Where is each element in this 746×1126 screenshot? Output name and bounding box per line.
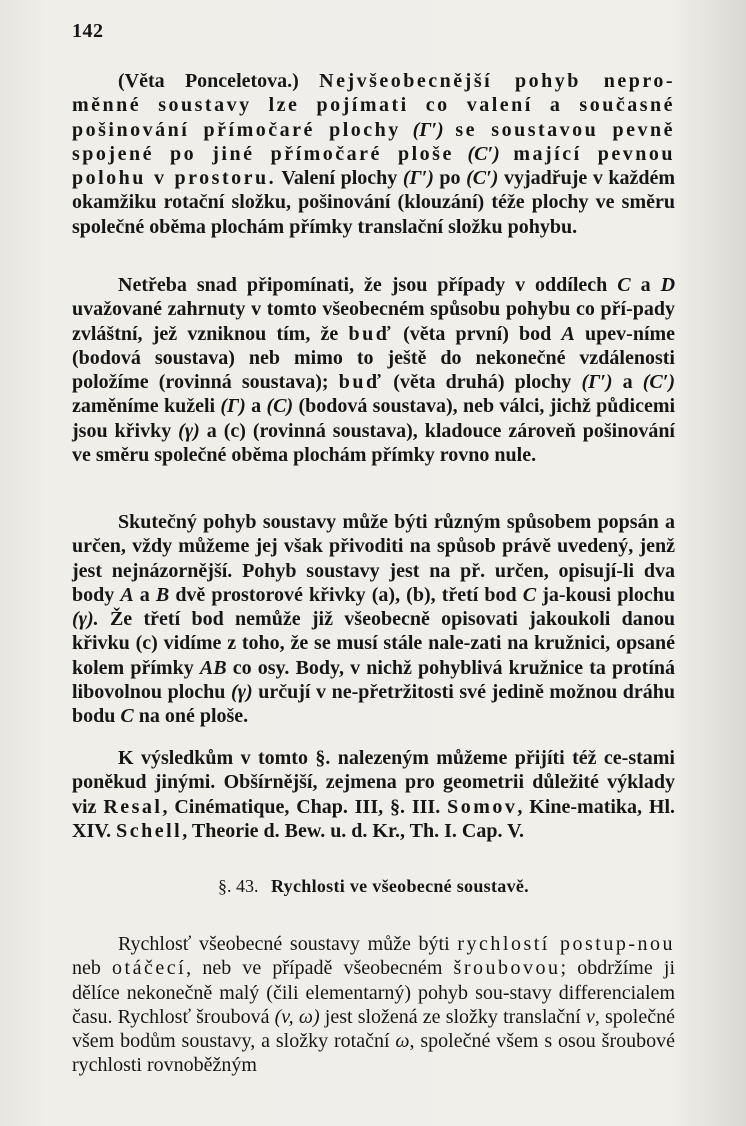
emphasis: buď: [338, 371, 384, 394]
math-symbol: (C′): [467, 142, 500, 165]
math-symbol: C: [522, 583, 537, 606]
text-run: , neb ve případě všeobecném: [186, 957, 443, 980]
theorem-statement: mající pevnou polohu v prostoru.: [72, 142, 675, 190]
text-run: po: [439, 167, 461, 190]
math-symbol: (Γ′): [402, 167, 434, 190]
math-symbol: (Γ′): [581, 371, 613, 394]
math-symbol: D: [660, 274, 676, 296]
math-symbol: (Γ′): [412, 118, 444, 141]
text-run: zaměníme kuželi: [72, 395, 216, 418]
theorem-statement: se soustavou pevně spojené po jiné přímočaré ploše: [72, 118, 676, 165]
citation: , Kine-matika, Hl. XIV.: [72, 795, 676, 842]
page-number: 142: [72, 20, 104, 42]
math-symbol: C: [120, 705, 134, 728]
emphasis: otáčecí: [112, 957, 187, 980]
math-symbol: (C): [266, 395, 294, 418]
math-symbol: (v, ω): [274, 1005, 320, 1028]
math-symbol: (C′): [466, 167, 499, 190]
text-run: Rychlosť všeobecné soustavy může býti: [118, 933, 450, 955]
text-run: a: [251, 395, 262, 418]
math-symbol: C: [617, 274, 631, 296]
text-run: na oné ploše.: [138, 705, 249, 728]
math-symbol: v: [585, 1005, 595, 1028]
text-run: a: [139, 583, 150, 606]
math-symbol: (γ): [231, 681, 253, 704]
paragraph-references: [72, 746, 675, 843]
citation: , Cinématique, Chap. III, §. III.: [162, 795, 441, 818]
math-symbol: AB: [199, 656, 227, 679]
math-symbol: A: [120, 583, 134, 606]
paragraph-special-cases: [72, 273, 675, 467]
math-symbol: (Γ): [220, 395, 246, 418]
emphasis: buď: [348, 322, 393, 345]
text-run: určují v ne-přetržitosti své jedině možnou dráhu bodu: [72, 681, 676, 728]
text-run: K výsledkům v tomto §. nalezeným můžeme přijíti též ce-stami poněkud jinými. Obšírnější, zejmena pro geometrii důležité výklady viz: [72, 747, 675, 818]
text-run: Netřeba snad připomínati, že jsou případy v oddílech: [118, 274, 608, 296]
emphasis: šroubovou: [453, 957, 561, 980]
theorem-label: (Věta Ponceletova.): [118, 70, 299, 92]
paragraph-ponceletova: [72, 69, 675, 239]
math-symbol: A: [561, 322, 575, 345]
text-run: uvažované zahrnuty v tomto všeobecném spůsobu pohybu co pří-pady zvláštní, jež vzniknou tím, že: [72, 298, 675, 345]
text-run: (bodová soustava), neb válci, jichž půdicemi jsou křivky: [72, 395, 676, 442]
text-run: a: [622, 371, 633, 394]
text-run: upev-níme (bodová soustava) neb mimo to ještě do nekonečné vzdálenosti položíme (rovinná soustava);: [72, 322, 676, 394]
text-run: dvě prostorové křivky (a), (b), třetí bod: [175, 583, 517, 606]
author-name: Somov: [447, 795, 518, 818]
text-run: neb: [72, 957, 101, 980]
text-run: (věta první) bod: [403, 322, 552, 345]
text-run: a: [640, 274, 651, 296]
text-run: Že třetí bod nemůže již všeobecně opisovati jakoukoli danou křivku (c) vidíme z toho, že se musí stále nale-zati na kružnici, opsané kolem přímky: [72, 608, 676, 679]
text-run: jest složená ze složky translační: [324, 1005, 581, 1028]
section-number: §. 43.: [218, 876, 259, 896]
math-symbol: (C′): [642, 371, 676, 394]
section-title: Rychlosti ve všeobecné soustavě.: [271, 876, 529, 896]
math-symbol: B: [155, 583, 170, 606]
text-run: ; obdržíme ji dělíce nekonečně malý (čili elementarný) pohyb sou-stavy differencialem času. Rychlosť šroubová: [72, 957, 675, 1028]
text-run: Skutečný pohyb soustavy může býti různým spůsobem popsán a určen, vždy můžeme jej však přivoditi na spůsob právě uvedený, jenž jest nejnázornější. Pohyb soustavy jest na př. určen, opisují-li dva body: [72, 511, 675, 606]
math-symbol: ω: [395, 1030, 410, 1053]
text-run: , společné všem bodům soustavy, a složky rotační: [72, 1005, 675, 1053]
text-run: a (c) (rovinná soustava), kladouce zároveň pošinování ve směru společné oběma plochám přímky rovno nule.: [72, 419, 675, 467]
text-run: ja-kousi plochu: [542, 583, 676, 606]
paragraph-velocities: [72, 932, 675, 1078]
text-run: vyjadřuje v každém okamžiku rotační složku, pošinování (klouzání) téže plochy ve směru společné oběma plochám přímky translační složku pohybu.: [72, 167, 676, 238]
text-run: co osy. Body, v nichž pohyblivá kružnice ta protíná libovolnou plochu: [72, 656, 675, 704]
text-run: Valení plochy: [281, 167, 398, 190]
theorem-statement: Nejvšeobecnější pohyb nepro-měnné soustavy lze pojímati co valení a současné pošinování přímočaré plochy: [72, 70, 675, 141]
section-heading: [72, 876, 675, 897]
emphasis: rychlostí postup-nou: [457, 933, 675, 955]
math-symbol: (γ).: [72, 608, 99, 631]
citation: , Theorie d. Bew. u. d. Kr., Th. I. Cap. V.: [182, 819, 524, 842]
paragraph-actual-motion: [72, 510, 675, 729]
author-name: Resal: [103, 795, 163, 818]
author-name: Schell: [116, 819, 183, 842]
text-run: , společné všem s osou šroubové rychlosti rovnoběžným: [72, 1030, 675, 1077]
math-symbol: (γ): [178, 419, 200, 442]
text-run: (věta druhá) plochy: [393, 371, 572, 394]
